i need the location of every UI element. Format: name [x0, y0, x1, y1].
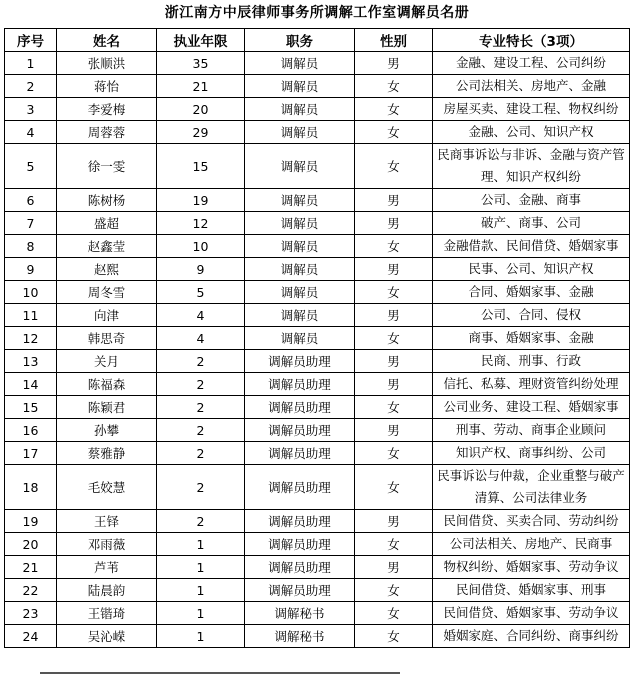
table-row [5, 556, 630, 579]
header-name: 姓名 [57, 29, 157, 52]
table-row [5, 121, 630, 144]
cell-name: 李爱梅 [57, 98, 157, 121]
cell-gender: 女 [355, 465, 433, 510]
cell-name: 周蓉蓉 [57, 121, 157, 144]
cell-role: 调解员 [245, 75, 355, 98]
table-row [5, 373, 630, 396]
cell-years: 2 [157, 510, 245, 533]
cell-name: 赵熙 [57, 258, 157, 281]
cell-name: 芦苇 [57, 556, 157, 579]
cell-years: 21 [157, 75, 245, 98]
cell-years: 4 [157, 304, 245, 327]
cell-no: 1 [5, 52, 57, 75]
cell-name: 吴沁嵘 [57, 625, 157, 648]
cell-role: 调解员 [245, 121, 355, 144]
cell-no: 14 [5, 373, 57, 396]
table-row [5, 533, 630, 556]
document-title: 浙江南方中辰律师事务所调解工作室调解员名册 [164, 5, 470, 21]
cell-role: 调解员助理 [245, 579, 355, 602]
table-body [5, 52, 630, 648]
mediator-roster-table [4, 28, 630, 648]
cell-name: 王铎 [57, 510, 157, 533]
table-row [5, 212, 630, 235]
cell-name: 陈颖君 [57, 396, 157, 419]
cell-role: 调解员 [245, 52, 355, 75]
cell-specialty: 公司、合同、侵权 [433, 304, 630, 327]
cell-role: 调解员 [245, 189, 355, 212]
cell-name: 张顺洪 [57, 52, 157, 75]
header-years: 执业年限 [157, 29, 245, 52]
cell-gender: 女 [355, 281, 433, 304]
cell-role: 调解员助理 [245, 465, 355, 510]
cell-years: 2 [157, 419, 245, 442]
cell-gender: 女 [355, 98, 433, 121]
cell-gender: 女 [355, 625, 433, 648]
cell-gender: 男 [355, 419, 433, 442]
cell-specialty: 商事、婚姻家事、金融 [433, 327, 630, 350]
table-row [5, 235, 630, 258]
cell-name: 周冬雪 [57, 281, 157, 304]
cell-gender: 男 [355, 510, 433, 533]
cell-name: 徐一雯 [57, 144, 157, 189]
cell-years: 19 [157, 189, 245, 212]
table-row [5, 144, 630, 189]
cell-name: 蒋怡 [57, 75, 157, 98]
cell-name: 陈树杨 [57, 189, 157, 212]
cell-gender: 男 [355, 189, 433, 212]
cell-role: 调解员助理 [245, 510, 355, 533]
cell-role: 调解员助理 [245, 396, 355, 419]
cell-role: 调解员 [245, 258, 355, 281]
cell-years: 10 [157, 235, 245, 258]
cell-specialty: 民间借贷、买卖合同、劳动纠纷 [433, 510, 630, 533]
table-row [5, 281, 630, 304]
cell-no: 4 [5, 121, 57, 144]
cell-role: 调解员 [245, 235, 355, 258]
table-row [5, 258, 630, 281]
cell-specialty: 合同、婚姻家事、金融 [433, 281, 630, 304]
cell-specialty: 民事、公司、知识产权 [433, 258, 630, 281]
cell-name: 赵鑫莹 [57, 235, 157, 258]
cell-gender: 女 [355, 442, 433, 465]
cell-name: 关月 [57, 350, 157, 373]
cell-years: 5 [157, 281, 245, 304]
cell-specialty: 物权纠纷、婚姻家事、劳动争议 [433, 556, 630, 579]
table-row [5, 189, 630, 212]
cell-no: 6 [5, 189, 57, 212]
cell-name: 陆晨韵 [57, 579, 157, 602]
cell-years: 2 [157, 465, 245, 510]
table-row [5, 510, 630, 533]
cell-no: 3 [5, 98, 57, 121]
cell-years: 35 [157, 52, 245, 75]
cell-specialty: 婚姻家庭、合同纠纷、商事纠纷 [433, 625, 630, 648]
cell-gender: 男 [355, 258, 433, 281]
cell-role: 调解员助理 [245, 556, 355, 579]
cell-specialty: 民商、刑事、行政 [433, 350, 630, 373]
cell-years: 2 [157, 442, 245, 465]
cell-gender: 男 [355, 304, 433, 327]
cell-gender: 女 [355, 396, 433, 419]
cell-gender: 女 [355, 121, 433, 144]
cell-no: 15 [5, 396, 57, 419]
cell-no: 20 [5, 533, 57, 556]
cell-years: 1 [157, 625, 245, 648]
cell-gender: 女 [355, 602, 433, 625]
cell-years: 9 [157, 258, 245, 281]
cell-years: 4 [157, 327, 245, 350]
table-row [5, 602, 630, 625]
cell-years: 1 [157, 579, 245, 602]
cell-name: 王锴琦 [57, 602, 157, 625]
cell-role: 调解员 [245, 327, 355, 350]
cell-gender: 女 [355, 144, 433, 189]
header-gender: 性别 [355, 29, 433, 52]
cell-gender: 女 [355, 75, 433, 98]
cell-no: 2 [5, 75, 57, 98]
cell-gender: 女 [355, 579, 433, 602]
cell-no: 11 [5, 304, 57, 327]
cell-specialty: 民间借贷、婚姻家事、刑事 [433, 579, 630, 602]
header-role: 职务 [245, 29, 355, 52]
cell-gender: 女 [355, 533, 433, 556]
cell-years: 2 [157, 373, 245, 396]
table-row [5, 98, 630, 121]
cell-no: 17 [5, 442, 57, 465]
cell-years: 15 [157, 144, 245, 189]
cell-name: 蔡雅静 [57, 442, 157, 465]
cell-name: 韩思奇 [57, 327, 157, 350]
cell-gender: 男 [355, 373, 433, 396]
cell-years: 29 [157, 121, 245, 144]
table-row [5, 75, 630, 98]
cell-no: 21 [5, 556, 57, 579]
cell-no: 12 [5, 327, 57, 350]
cell-no: 10 [5, 281, 57, 304]
cell-role: 调解员 [245, 281, 355, 304]
cell-name: 陈福森 [57, 373, 157, 396]
cell-role: 调解员助理 [245, 373, 355, 396]
cell-specialty: 民商事诉讼与非诉、金融与资产管理、知识产权纠纷 [433, 144, 630, 189]
cell-no: 24 [5, 625, 57, 648]
cell-no: 9 [5, 258, 57, 281]
cell-name: 孙攀 [57, 419, 157, 442]
cell-no: 19 [5, 510, 57, 533]
cell-specialty: 公司业务、建设工程、婚姻家事 [433, 396, 630, 419]
cell-specialty: 破产、商事、公司 [433, 212, 630, 235]
cell-name: 盛超 [57, 212, 157, 235]
table-row [5, 396, 630, 419]
cell-years: 1 [157, 533, 245, 556]
header-specialty: 专业特长（3项） [433, 29, 630, 52]
cell-no: 8 [5, 235, 57, 258]
cell-specialty: 金融、建设工程、公司纠纷 [433, 52, 630, 75]
cell-role: 调解员 [245, 98, 355, 121]
cell-role: 调解员助理 [245, 419, 355, 442]
table-row [5, 304, 630, 327]
table-row [5, 579, 630, 602]
header-no: 序号 [5, 29, 57, 52]
cell-specialty: 房屋买卖、建设工程、物权纠纷 [433, 98, 630, 121]
cell-specialty: 民事诉讼与仲裁，企业重整与破产清算、公司法律业务 [433, 465, 630, 510]
cell-no: 5 [5, 144, 57, 189]
cell-no: 13 [5, 350, 57, 373]
cell-gender: 女 [355, 327, 433, 350]
cell-specialty: 金融、公司、知识产权 [433, 121, 630, 144]
cell-no: 18 [5, 465, 57, 510]
table-row [5, 419, 630, 442]
cell-years: 1 [157, 556, 245, 579]
cell-gender: 男 [355, 556, 433, 579]
cell-specialty: 公司法相关、房地产、金融 [433, 75, 630, 98]
cell-role: 调解秘书 [245, 625, 355, 648]
cell-specialty: 知识产权、商事纠纷、公司 [433, 442, 630, 465]
cell-name: 毛姣慧 [57, 465, 157, 510]
cell-years: 1 [157, 602, 245, 625]
cell-no: 16 [5, 419, 57, 442]
table-row [5, 625, 630, 648]
cell-years: 2 [157, 350, 245, 373]
cell-gender: 女 [355, 235, 433, 258]
cell-years: 20 [157, 98, 245, 121]
cell-role: 调解员助理 [245, 533, 355, 556]
cell-specialty: 民间借贷、婚姻家事、劳动争议 [433, 602, 630, 625]
cell-no: 7 [5, 212, 57, 235]
cell-gender: 男 [355, 212, 433, 235]
cell-specialty: 公司、金融、商事 [433, 189, 630, 212]
cell-name: 向津 [57, 304, 157, 327]
table-header-row [5, 29, 630, 52]
cell-role: 调解员 [245, 304, 355, 327]
table-row [5, 442, 630, 465]
cell-years: 12 [157, 212, 245, 235]
cell-years: 2 [157, 396, 245, 419]
cell-specialty: 信托、私募、理财资管纠纷处理 [433, 373, 630, 396]
cell-role: 调解员助理 [245, 442, 355, 465]
cell-specialty: 公司法相关、房地产、民商事 [433, 533, 630, 556]
cell-name: 邓雨薇 [57, 533, 157, 556]
cell-gender: 男 [355, 350, 433, 373]
cell-role: 调解员 [245, 144, 355, 189]
table-row [5, 350, 630, 373]
cell-role: 调解秘书 [245, 602, 355, 625]
cell-role: 调解员助理 [245, 350, 355, 373]
table-row [5, 465, 630, 510]
table-row [5, 327, 630, 350]
cell-specialty: 金融借款、民间借贷、婚姻家事 [433, 235, 630, 258]
cell-gender: 男 [355, 52, 433, 75]
cell-no: 23 [5, 602, 57, 625]
cut-off-footnote [40, 671, 540, 675]
cell-no: 22 [5, 579, 57, 602]
table-row [5, 52, 630, 75]
cell-specialty: 刑事、劳动、商事企业顾问 [433, 419, 630, 442]
cell-role: 调解员 [245, 212, 355, 235]
